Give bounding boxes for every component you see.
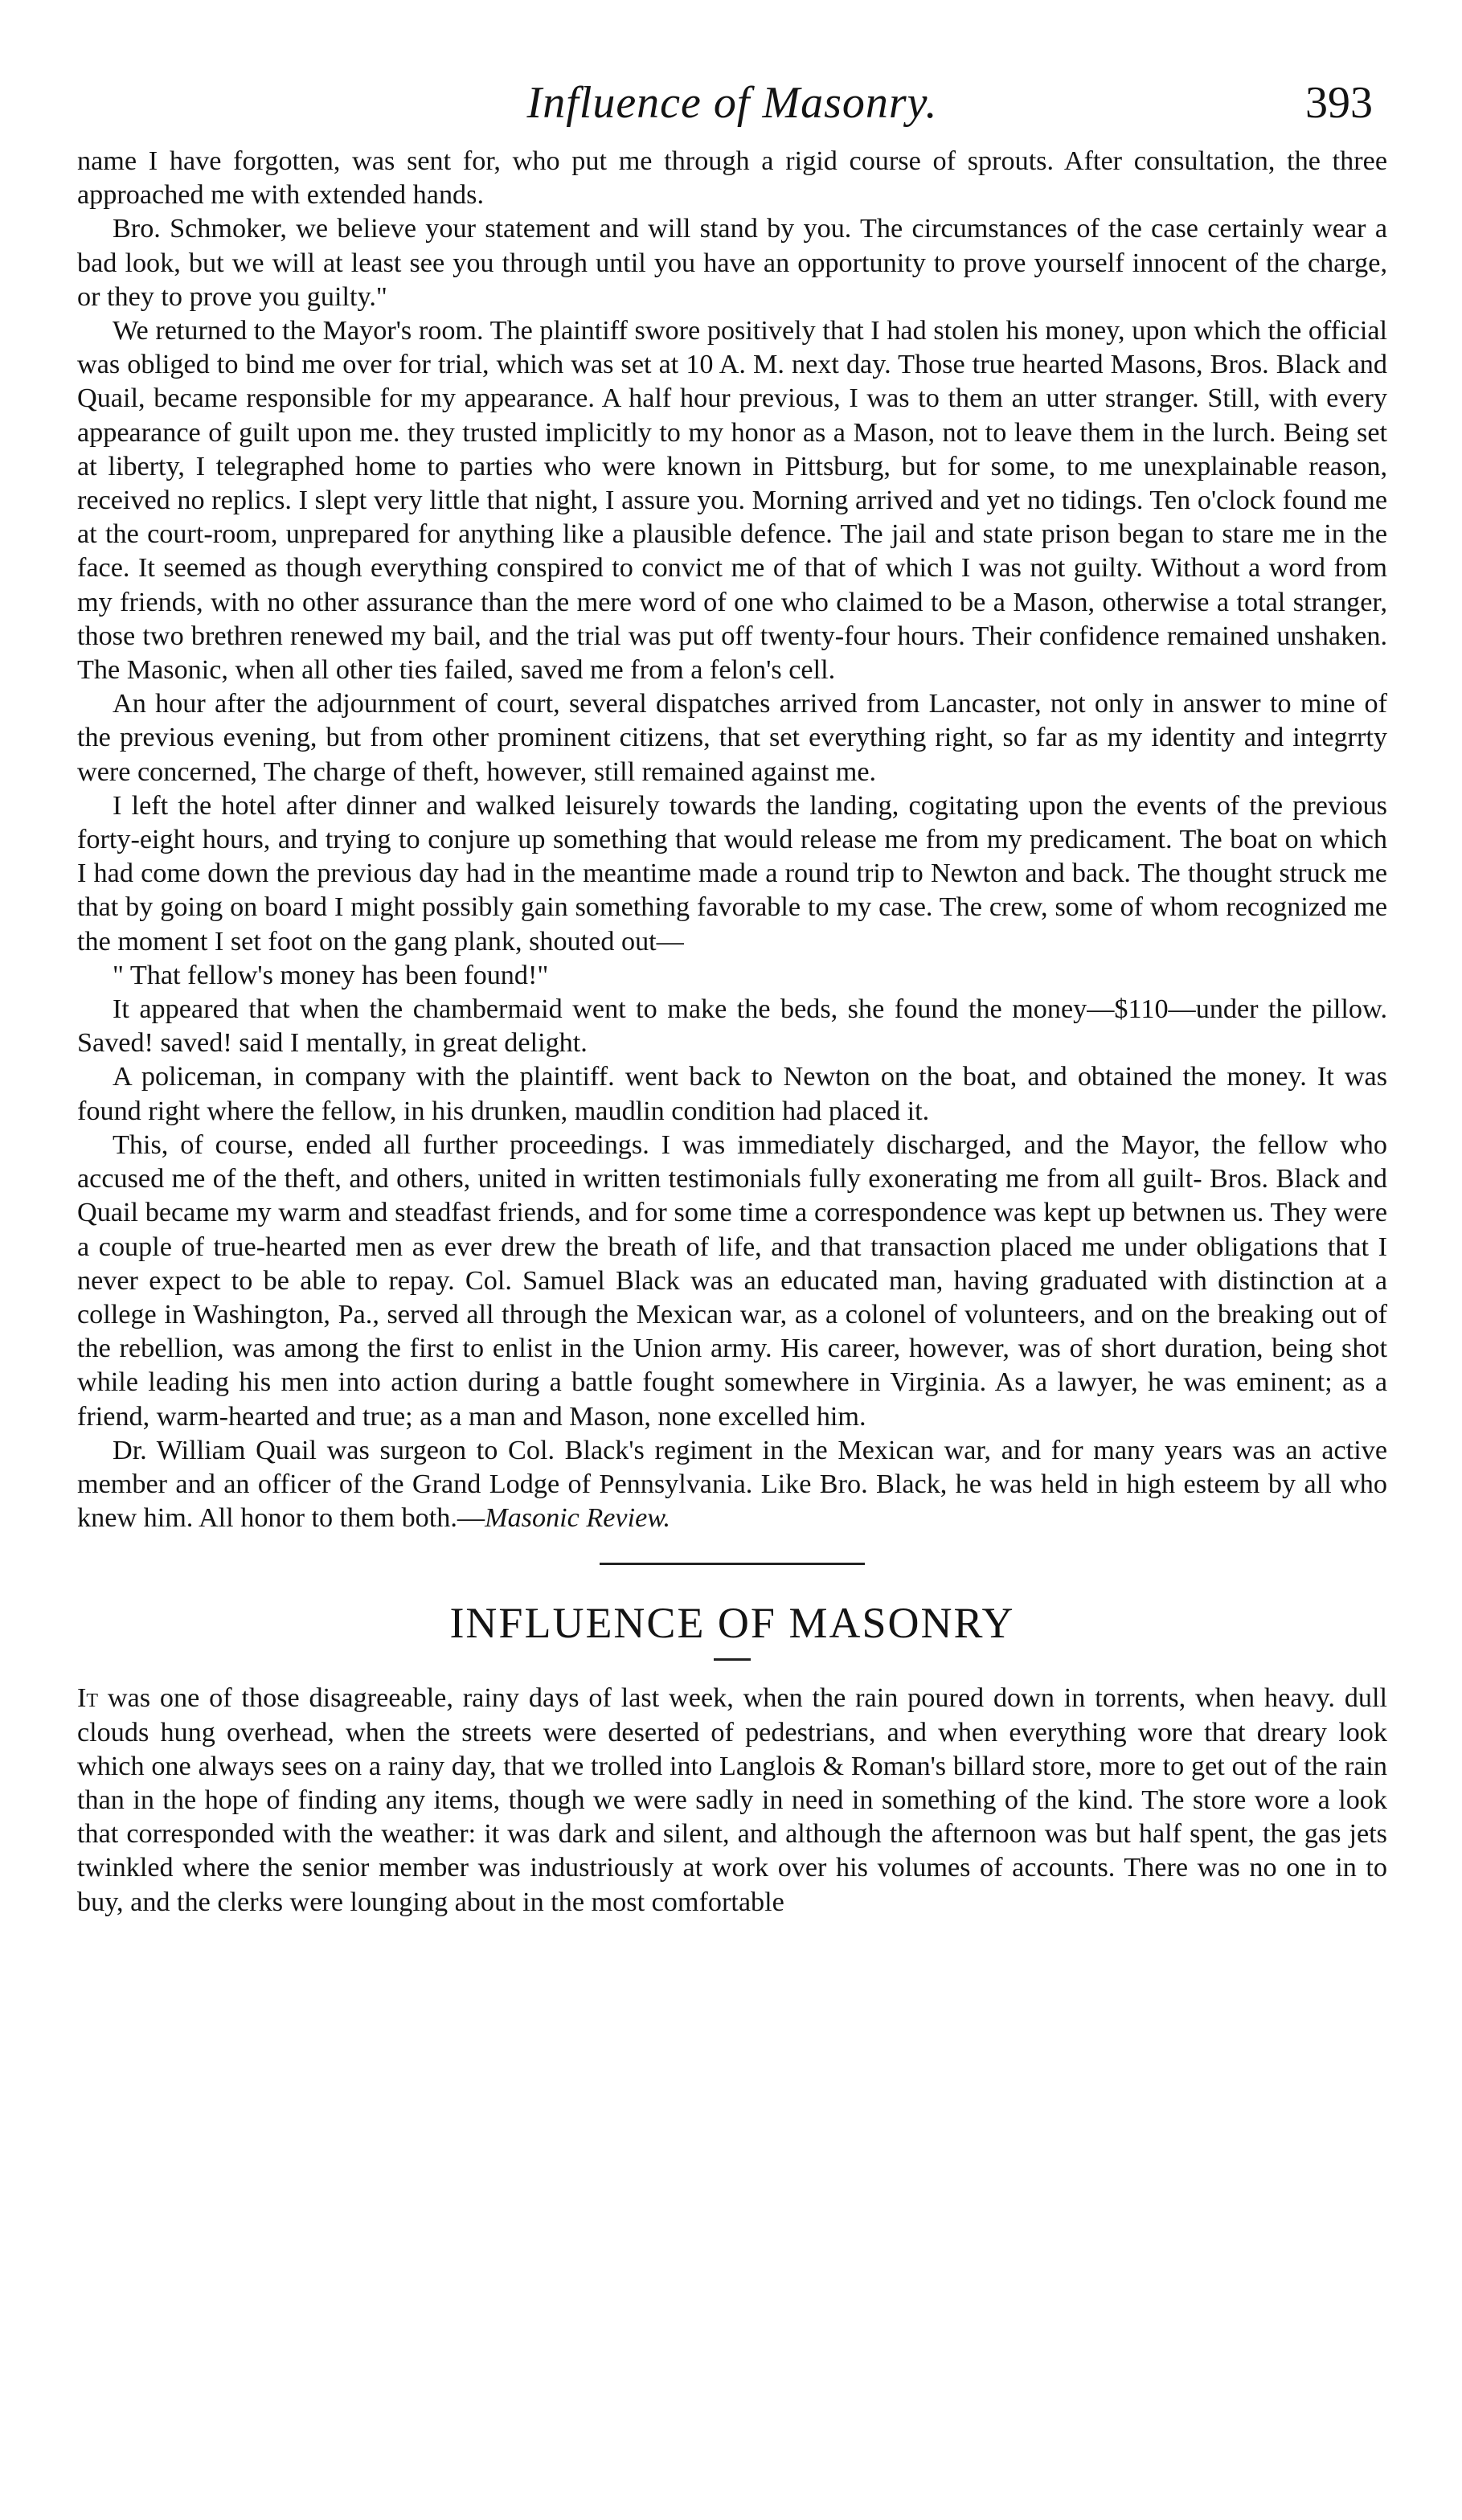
opening-word: It bbox=[77, 1683, 99, 1714]
article-body bbox=[77, 1682, 1387, 1919]
paragraph: This, of course, ended all further proceedings. I was immediately discharged, and the Mayor, the fellow who accused me of the theft, and others, united in written testimonials fully exonerating me from all guilt- Bros. Black and Quail became my warm and steadfast friends, and for some time a correspondence was kept up betwnen us. They were a couple of true-hearted men as ever drew the breath of life, and that transaction placed me under obligations that I never expect to be able to repay. Col. Samuel Black was an educated man, having graduated with distinction at a college in Washington, Pa., served all through the Mexican war, as a colonel of volunteers, and on the breaking out of the rebellion, was among the first to enlist in the Union army. His career, however, was of short duration, being shot while leading his men into action during a battle fought somewhere in Virginia. As a lawyer, he was eminent; as a friend, warm-hearted and true; as a man and Mason, none excelled him. bbox=[77, 1129, 1387, 1432]
page-number: 393 bbox=[1305, 78, 1373, 128]
paragraph: name I have forgotten, was sent for, who put me through a rigid course of sprouts. After consultation, the three approached me with extended hands. bbox=[77, 146, 1387, 211]
paragraph-final-text: Dr. William Quail was surgeon to Col. Black's regiment in the Mexican war, and for many years was an active member and an officer of the Grand Lodge of Pennsylvania. Like Bro. Black, he was held in high esteem by all who knew him. All honor to them both.— bbox=[77, 1435, 1387, 1534]
running-head bbox=[77, 56, 1387, 145]
source-byline: Masonic Review. bbox=[485, 1503, 671, 1534]
paragraph: It appeared that when the chambermaid went to make the beds, she found the money—$110—under the pillow. Saved! saved! said I mentally, in great delight. bbox=[77, 994, 1387, 1059]
paragraph-final bbox=[77, 1434, 1387, 1536]
paragraph: I left the hotel after dinner and walked leisurely towards the landing, cogitating upon the events of the previous forty-eight hours, and trying to conjure up something that would release me from my predicament. The boat on which I had come down the previous day had in the meantime made a round trip to Newton and back. The thought struck me that by going on board I might possibly gain something favorable to my case. The crew, some of whom recognized me the moment I set foot on the gang plank, shouted out— bbox=[77, 790, 1387, 957]
running-title: Influence of Masonry. bbox=[526, 78, 938, 128]
book-page bbox=[77, 56, 1387, 1920]
paragraph bbox=[77, 1682, 1387, 1919]
paragraph: Bro. Schmoker, we believe your statement and will stand by you. The circumstances of the case certainly wear a bad look, but we will at least see you through until you have an opportunity to prove yourself innocent of the charge, or they to prove you guilty." bbox=[77, 214, 1387, 312]
paragraph: " That fellow's money has been found!" bbox=[113, 960, 549, 990]
article-continued bbox=[77, 145, 1387, 1535]
title-underline bbox=[714, 1658, 751, 1661]
paragraph: A policeman, in company with the plaintiff. went back to Newton on the boat, and obtained the money. It was found right where the fellow, in his drunken, maudlin condition had placed it. bbox=[77, 1062, 1387, 1126]
paragraph: An hour after the adjournment of court, several dispatches arrived from Lancaster, not only in answer to mine of the previous evening, but from other prominent citizens, that set everything right, so far as my identity and integrrty were concerned, The charge of theft, however, still remained against me. bbox=[77, 689, 1387, 787]
paragraph-text: was one of those disagreeable, rainy days of last week, when the rain poured down in torrents, when heavy. dull clouds hung overhead, when the streets were deserted of pedestrians, and when everything wore that dreary look which one always sees on a rainy day, that we trolled into Langlois & Roman's billard store, more to get out of the rain than in the hope of finding any items, though we were sadly in need in something of the kind. The store wore a look that corresponded with the weather: it was dark and silent, and although the afternoon was but half spent, the gas jets twinkled where the senior member was industriously at work over his volumes of accounts. There was no one in to buy, and the clerks were lounging about in the most comfortable bbox=[77, 1683, 1387, 1917]
paragraph: We returned to the Mayor's room. The plaintiff swore positively that I had stolen his money, upon which the official was obliged to bind me over for trial, which was set at 10 A. M. next day. Those true hearted Masons, Bros. Black and Quail, became responsible for my appearance. A half hour previous, I was to them an utter stranger. Still, with every appearance of guilt upon me. they trusted implicitly to my honor as a Mason, not to leave them in the lurch. Being set at liberty, I telegraphed home to parties who were known in Pittsburg, but for some, to me unexplainable reason, received no replics. I slept very little that night, I assure you. Morning arrived and yet no tidings. Ten o'clock found me at the court-room, unprepared for anything like a plausible defence. The jail and state prison began to stare me in the face. It seemed as though everything conspired to convict me of that of which I was not guilty. Without a word from my friends, with no other assurance than the mere word of one who claimed to be a Mason, otherwise a total stranger, those two brethren renewed my bail, and the trial was put off twenty-four hours. Their confidence remained unshaken. The Masonic, when all other ties failed, saved me from a felon's cell. bbox=[77, 316, 1387, 686]
section-divider bbox=[600, 1563, 865, 1565]
article-title: INFLUENCE OF MASONRY bbox=[449, 1599, 1015, 1648]
